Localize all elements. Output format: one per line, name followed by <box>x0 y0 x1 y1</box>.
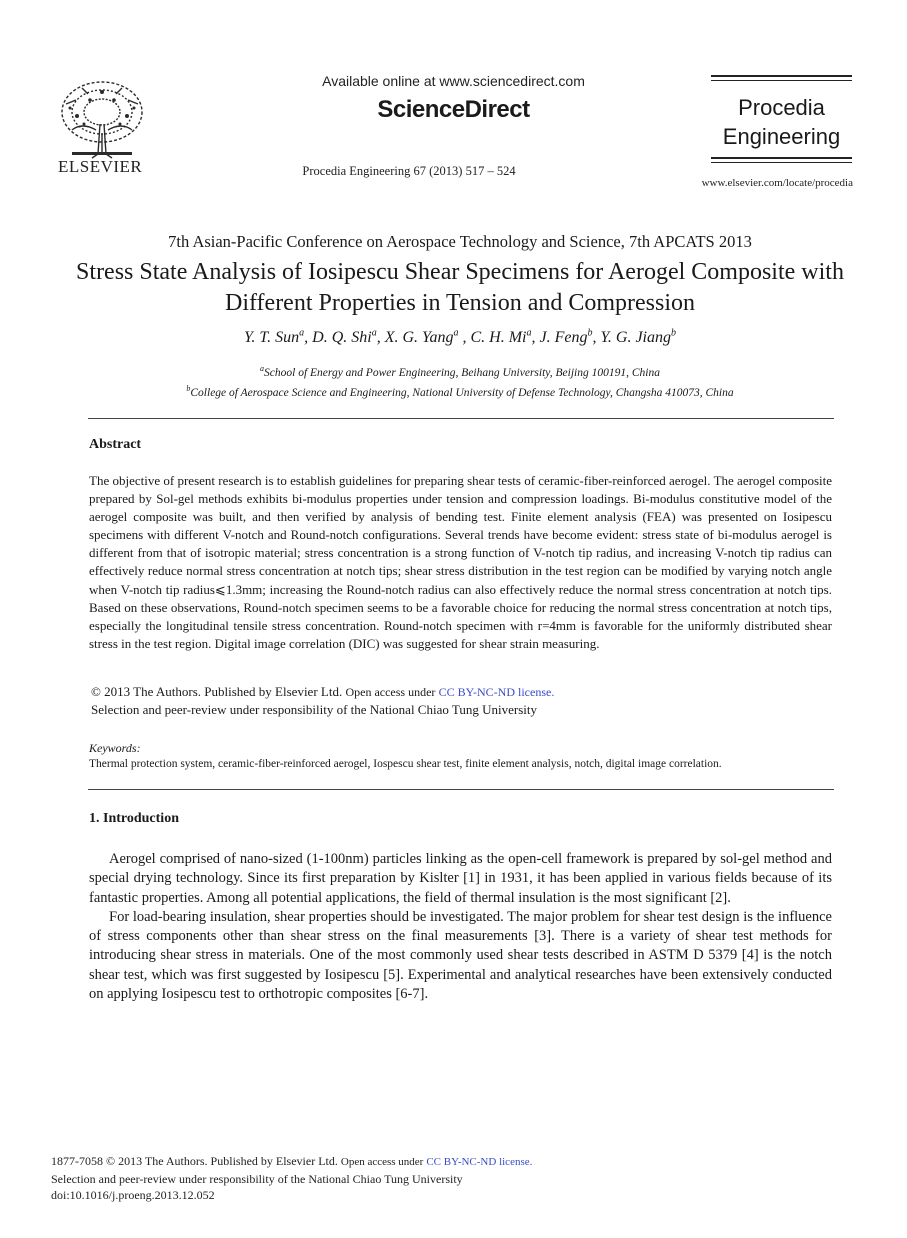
abstract-heading: Abstract <box>89 437 142 452</box>
abstract-copyright <box>91 683 554 719</box>
affiliation-a: $^a$School of Energy and Power Engineering, Beihang University, Beijing 100191, China <box>260 364 660 379</box>
available-online-text: Available online at www.sciencedirect.com <box>322 73 585 89</box>
conference-name: 7th Asian-Pacific Conference on Aerospace Technology and Science, 7th APCATS 2013 <box>168 232 752 251</box>
introduction-body <box>89 850 832 1004</box>
introduction-heading: 1. Introduction <box>89 811 179 826</box>
footer-doi[interactable]: doi:10.1016/j.proeng.2013.12.052 <box>51 1188 215 1202</box>
keywords-text: Thermal protection system, ceramic-fiber-reinforced aerogel, Iospescu shear test, finite element analysis, notch, digital image correlation. <box>89 758 722 770</box>
footer-peer-review: Selection and peer-review under responsibility of the National Chiao Tung University <box>51 1171 463 1186</box>
footer-issn-copyright: 1877-7058 © 2013 The Authors. Published by Elsevier Ltd. <box>51 1154 338 1168</box>
open-access-text: Open access under <box>345 685 436 699</box>
author: Y. T. Sun$^a$, <box>244 328 313 347</box>
journal-rule-bottom-thin <box>711 162 852 163</box>
introduction-paragraph: Aerogel comprised of nano-sized (1-100nm) particles linking as the open-cell framework is prepared by sol-gel method and special drying technology. Since its first preparation by Kislter [1] in 1931, it has been applied in various fields because of its fantastic properties. Among all potential applications, the field of thermal insulation is the most significant [2]. <box>89 851 832 906</box>
author: X. G. Yang$^a$ , <box>384 328 471 347</box>
author: C. H. Mi$^a$, <box>470 328 540 347</box>
author-list <box>0 328 907 347</box>
paper-title: Stress State Analysis of Iosipescu Shear Specimens for Aerogel Composite with Different Properties in Tension and Compression <box>76 259 844 316</box>
divider-bottom <box>88 789 834 790</box>
footer-open-access: Open access under <box>340 1156 424 1168</box>
author: J. Feng$^b$, <box>539 328 601 347</box>
divider-top <box>88 418 834 419</box>
journal-url[interactable]: www.elsevier.com/locate/procedia <box>701 177 853 189</box>
journal-name-line2: Engineering <box>722 124 841 149</box>
journal-name-line1: Procedia <box>738 95 825 120</box>
elsevier-wordmark: ELSEVIER <box>58 157 143 176</box>
journal-rule-top-thin <box>711 80 852 81</box>
affiliation-b: $^b$College of Aerospace Science and Engineering, National University of Defense Technology, Changsha 410073, China <box>186 384 734 399</box>
journal-citation: Procedia Engineering 67 (2013) 517 – 524 <box>302 164 516 178</box>
copyright-text: © 2013 The Authors. Published by Elsevier Ltd. <box>91 684 343 699</box>
sciencedirect-wordmark: ScienceDirect <box>377 96 530 123</box>
keywords-label: Keywords: <box>89 741 141 755</box>
page-footer <box>51 1153 532 1204</box>
journal-rule-top <box>711 75 852 77</box>
abstract-body: The objective of present research is to establish guidelines for preparing shear tests of ceramic-fiber-reinforced aerogel. The aerogel composite prepared by Sol-gel methods exhibits bi-modulus properties under tension and compression loadings. Bi-modulus constitutive model of the aerogel composite was built, and then verified by analysis of bending test. Finite element analysis (FEA) was presented on Iosipescu specimens with different V-notch and Round-notch configurations. Several trends have become evident: stress state of bi-modulus aerogel is different from that of isotropic material; stress concentration is a strong function of V-notch tip radius, and increasing V-notch tip radius can effectively reduce normal stress concentration at notch tips; shear stress distribution in the test region can be modified by varying notch angle when V-notch tip radius⩽1.3mm; increasing the Round-notch radius can also effectively reduce the normal stress concentration at notch tips. Based on these observations, Round-notch specimen seems to be a favorable choice for reducing the normal stress concentration at notch tips, especially the longitudinal tensile stress concentration. Round-notch specimen with r=4mm is favorable for the uniformly distributed shear stress in the test region. Digital image correlation (DIC) was suggested for shear strain measuring. <box>89 473 832 651</box>
footer-license-link[interactable]: CC BY-NC-ND license. <box>426 1156 533 1168</box>
peer-review-text: Selection and peer-review under responsibility of the National Chiao Tung University <box>91 702 537 717</box>
journal-name <box>711 93 852 151</box>
introduction-paragraph: For load-bearing insulation, shear properties should be investigated. The major problem for shear test design is the influence of stress components other than shear stress on the final measurements [3]. There is a variety of shear test methods for introducing shear stress in materials. One of the most commonly used shear tests described in ASTM D 5379 [4] is the notch shear test, which was first suggested by Iosipescu [5]. Experimental and analytical researches have been extensively conducted on applying Iosipescu test to orthotropic composites [6-7]. <box>89 908 832 1003</box>
author: Y. G. Jiang$^b$ <box>600 328 676 347</box>
journal-rule-bottom <box>711 157 852 159</box>
author: D. Q. Shi$^a$, <box>312 328 385 347</box>
license-link[interactable]: CC BY-NC-ND license. <box>438 685 555 699</box>
